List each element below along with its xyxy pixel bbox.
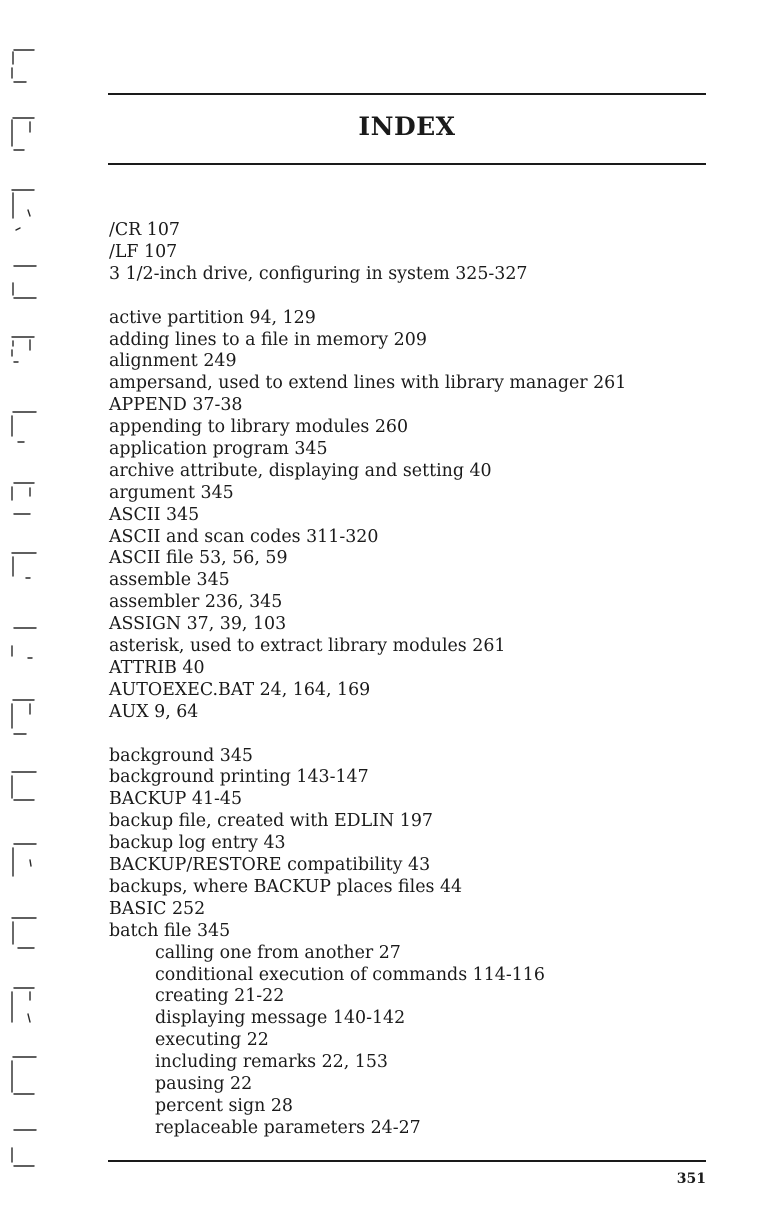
index-subentry: displaying message 140-142 <box>155 1008 406 1029</box>
index-entry: asterisk, used to extract library modules 261 <box>109 636 506 657</box>
index-subentry: replaceable parameters 24-27 <box>155 1117 421 1138</box>
index-entry: assembler 236, 345 <box>109 592 283 613</box>
index-entry: AUTOEXEC.BAT 24, 164, 169 <box>109 679 371 700</box>
index-entry: argument 345 <box>109 482 234 503</box>
page-title: INDEX <box>358 112 456 141</box>
index-entry: ASCII 345 <box>109 504 200 525</box>
index-entry: adding lines to a file in memory 209 <box>109 329 427 350</box>
page-number: 351 <box>676 1171 706 1187</box>
index-entry: BACKUP 41-45 <box>109 789 243 810</box>
index-subentry: percent sign 28 <box>155 1095 293 1116</box>
index-entry: ASCII and scan codes 311-320 <box>109 526 379 547</box>
index-entry: background 345 <box>109 745 253 766</box>
index-subentry: conditional execution of commands 114-116 <box>155 964 545 985</box>
index-entry: 3 1/2-inch drive, configuring in system 325-327 <box>109 263 528 284</box>
index-entry: batch file 345 <box>109 920 231 941</box>
index-subentry: pausing 22 <box>155 1073 253 1094</box>
index-entry: backup file, created with EDLIN 197 <box>109 811 433 832</box>
bottom-rule <box>108 1160 706 1162</box>
index-entry: backup log entry 43 <box>109 833 286 854</box>
index-subentry: calling one from another 27 <box>155 942 401 963</box>
index-entry: ATTRIB 40 <box>109 657 205 678</box>
top-rule <box>108 93 706 95</box>
index-entry: backups, where BACKUP places files 44 <box>109 876 463 897</box>
index-subentry: executing 22 <box>155 1030 269 1051</box>
index-entry: ampersand, used to extend lines with library manager 261 <box>109 373 627 394</box>
index-entry: assemble 345 <box>109 570 230 591</box>
title-underline-rule <box>108 163 706 165</box>
index-subentry: including remarks 22, 153 <box>155 1052 388 1073</box>
index-entry: active partition 94, 129 <box>109 307 316 328</box>
index-entry: APPEND 37-38 <box>109 395 243 416</box>
index-entry: ASSIGN 37, 39, 103 <box>109 614 287 635</box>
index-entry: archive attribute, displaying and setting 40 <box>109 460 492 481</box>
index-entry: /CR 107 <box>109 220 180 240</box>
index-entry: BASIC 252 <box>109 898 206 919</box>
binding-edge-marks <box>0 0 60 1217</box>
index-entry: BACKUP/RESTORE compatibility 43 <box>109 855 431 876</box>
index-subentry: creating 21-22 <box>155 986 285 1007</box>
index-entry: alignment 249 <box>109 351 237 372</box>
index-entry-list <box>109 220 709 1140</box>
index-entry: background printing 143-147 <box>109 767 369 788</box>
index-entry: AUX 9, 64 <box>109 701 199 722</box>
index-entry: ASCII file 53, 56, 59 <box>109 548 288 569</box>
index-entry: application program 345 <box>109 439 328 460</box>
index-entry: appending to library modules 260 <box>109 417 409 438</box>
index-entry: /LF 107 <box>109 241 178 262</box>
